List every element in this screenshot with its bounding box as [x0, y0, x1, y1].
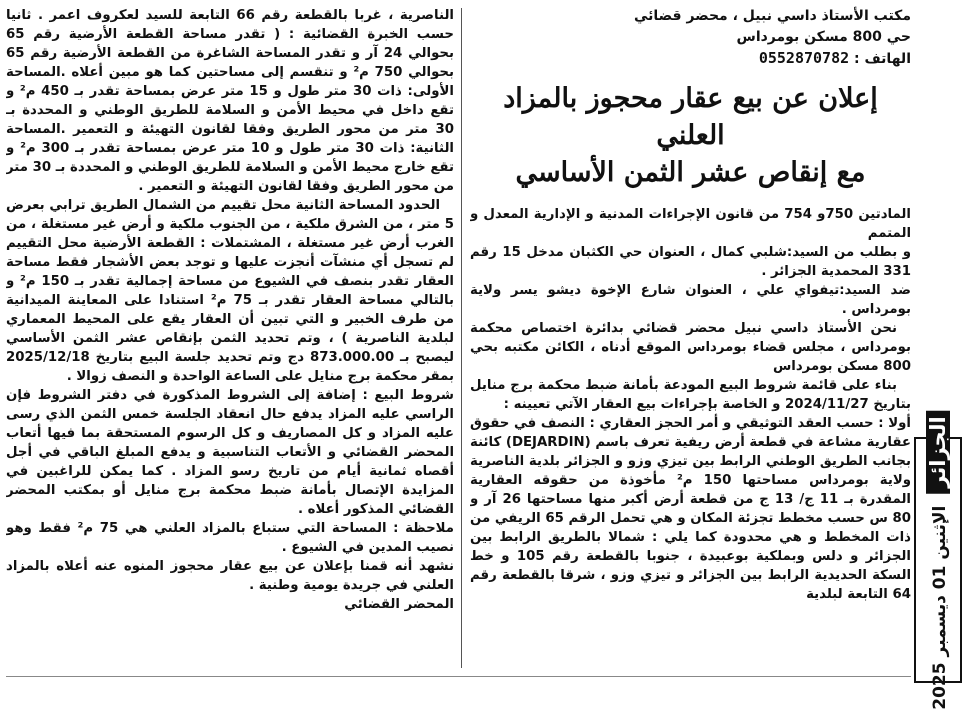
sidebar-text: [926, 410, 950, 709]
bottom-rule: [6, 676, 911, 677]
bailiff-paragraph: نحن الأستاذ داسي نبيل محضر قضائي بدائرة اختصاص محكمة بومرداس ، مجلس قضاء بومرداس الموقع أدناه ، الكائن مكتبه بحي 800 مسكن بومرداس: [470, 321, 911, 374]
property-description-paragraph: أولا : حسب العقد التوثيقي و أمر الحجز العقاري : النصف في حقوق عقارية مشاعة في قطعة أرض ريفية تعرف باسم (DEJARDIN) كائنة بجانب الطريق الوطني الرابط بين تيزي وزو و الجزائر بلدية الناصرية ولاية بومرداس مساحتها 150 م² مأخوذة من حقوقه العقارية المقدرة بـ 11 ج/ 13 ج من قطعة أرض أكبر منها مساحتها 26 آر و 80 س حسب مخطط تجزئة المكان و هي تحمل الرقم 65 الريفي من ذات المخطط و هي محدودة كما يلي : شمالا بالطريق الرابط بين الجزائر و دلس وبملكية بوعبيدة ، جنوبا بالقطعة رقم 105 و خط السكة الحديدية الرابط بين الجزائر و تيزي وزو ، شرقا بالقطعة رقم 64 التابعة لبلدية: [470, 416, 911, 602]
conditions-paragraph: بناء على قائمة شروط البيع المودعة بأمانة ضبط محكمة برج منايل بتاريخ 2024/11/27 و الخاصة بإجراءات بيع العقار الآتي تعيينه :: [470, 378, 911, 412]
notice-headline: [470, 80, 911, 191]
signature-label: المحضر القضائي: [344, 597, 454, 612]
issue-date: الإثنين 01 ديسمبر 2025: [930, 505, 950, 710]
newspaper-date-sidebar: [914, 416, 962, 710]
right-column: [470, 6, 911, 668]
headline-line-1: إعلان عن بيع عقار محجوز بالمزاد: [503, 83, 878, 114]
certification-paragraph: نشهد أنه قمنا بإعلان عن بيع عقار محجوز المنوه عنه أعلاه بالمزاد العلني في جريدة يومية وطنية .: [6, 559, 454, 593]
left-column: [6, 6, 454, 668]
boundaries-paragraph: الحدود المساحة الثانية محل تقييم من الشمال الطريق ترابي بعرض 5 متر ، من الشرق ملكية ، من الجنوب ملكية و أرض غير مستغلة ، من الغرب أرض غير مستغلة ، المشتملات : القطعة الأرضية محل التقييم لم تسجل أي منشآت أنجزت عليها و توجد بعض الأشجار فقط مساحة العقار تقدر بنصف في الشيوع من مساحة إجمالية تقدر بـ 150 م² و بالتالي مساحة العقار تقدر بـ 75 م² استنادا على المعاينة الميدانية من طرف الخبير و التي تبين أن العقار يقع على المحيط المعماري لبلدية الناصرية ) ، وتم تحديد الثمن بإنقاص عشر الثمن الأساسي ليصبح بـ 873.000.00 دج وتم تحديد جلسة البيع بتاريخ 2025/12/18 بمقر محكمة برج منايل على الساعة الواحدة و النصف زوالا .: [6, 198, 454, 384]
phone-number: 0552870782: [758, 49, 850, 67]
note-paragraph: ملاحظة : المساحة التي ستباع بالمزاد العلني هي 75 م² فقط وهو نصيب المدين في الشيوع .: [6, 521, 454, 555]
phone-label: الهاتف :: [854, 51, 911, 67]
office-address: حي 800 مسكن بومرداس: [736, 29, 911, 45]
headline-line-2: العلني: [656, 120, 725, 151]
expertise-paragraph: الناصرية ، غربا بالقطعة رقم 66 التابعة للسيد لعكروف اعمر . ثانيا حسب الخبرة القضائية : ( تقدر مساحة القطعة الأرضية رقم 65 بحوالي 24 آر و تقدر المساحة الشاغرة من القطعة الأرضية رقم 65 بحوالي 750 م² و تنقسم إلى مساحتين كما هو مبين أعلاه .المساحة الأولى: ذات 30 متر طول و 15 متر عرض بمساحة تقدر بـ 450 م² و تقع داخل في محيط الأمن و السلامة للطريق الوطني و المحددة بـ 30 متر من محور الطريق وفقا لقانون التهيئة و التعمير .المساحة الثانية: ذات 30 متر طول و 10 متر عرض بمساحة تقدر بـ 300 م² و تقع خارج محيط الأمن و السلامة للطريق الوطني و المحددة بـ 30 متر من محور الطريق وفقا لقانون التهيئة و التعمير .: [6, 8, 454, 194]
sale-conditions-paragraph: شروط البيع : إضافة إلى الشروط المذكورة في دفتر الشروط فإن الراسي عليه المزاد يدفع حال انعقاد الجلسة خمس الثمن الذي رسى عليه المزاد و كل المصاريف و كل الرسوم المستحقة بما فيها أتعاب المحضر القضائي و الأتعاب التناسبية و يدفع المبلغ الباقي في أجل أقصاه ثمانية أيام من تاريخ رسو المزاد . كما يمكن للراغبين في المزايدة الإتصال بأمانة ضبط محكمة برج منايل أو بمكتب المحضر القضائي المذكور أعلاه .: [6, 388, 454, 517]
column-divider: [461, 8, 462, 668]
signature-line: [6, 595, 454, 614]
defendant-paragraph: ضد السيد:تيفواي علي ، العنوان شارع الإخوة ديشو يسر ولاية بومرداس .: [470, 283, 911, 317]
newspaper-name: الجزائر: [926, 410, 950, 493]
plaintiff-paragraph: و بطلب من السيد:شلبي كمال ، العنوان حي الكثبان مدخل 15 رقم 331 المحمدية الجزائر .: [470, 245, 911, 279]
office-phone: [470, 48, 911, 70]
legal-basis-paragraph: المادتين 750و 754 من قانون الإجراءات المدنية و الإدارية المعدل و المتمم: [470, 207, 911, 241]
office-name: مكتب الأستاذ داسي نبيل ، محضر قضائي: [633, 8, 911, 24]
headline-line-3: مع إنقاص عشر الثمن الأساسي: [515, 157, 866, 188]
